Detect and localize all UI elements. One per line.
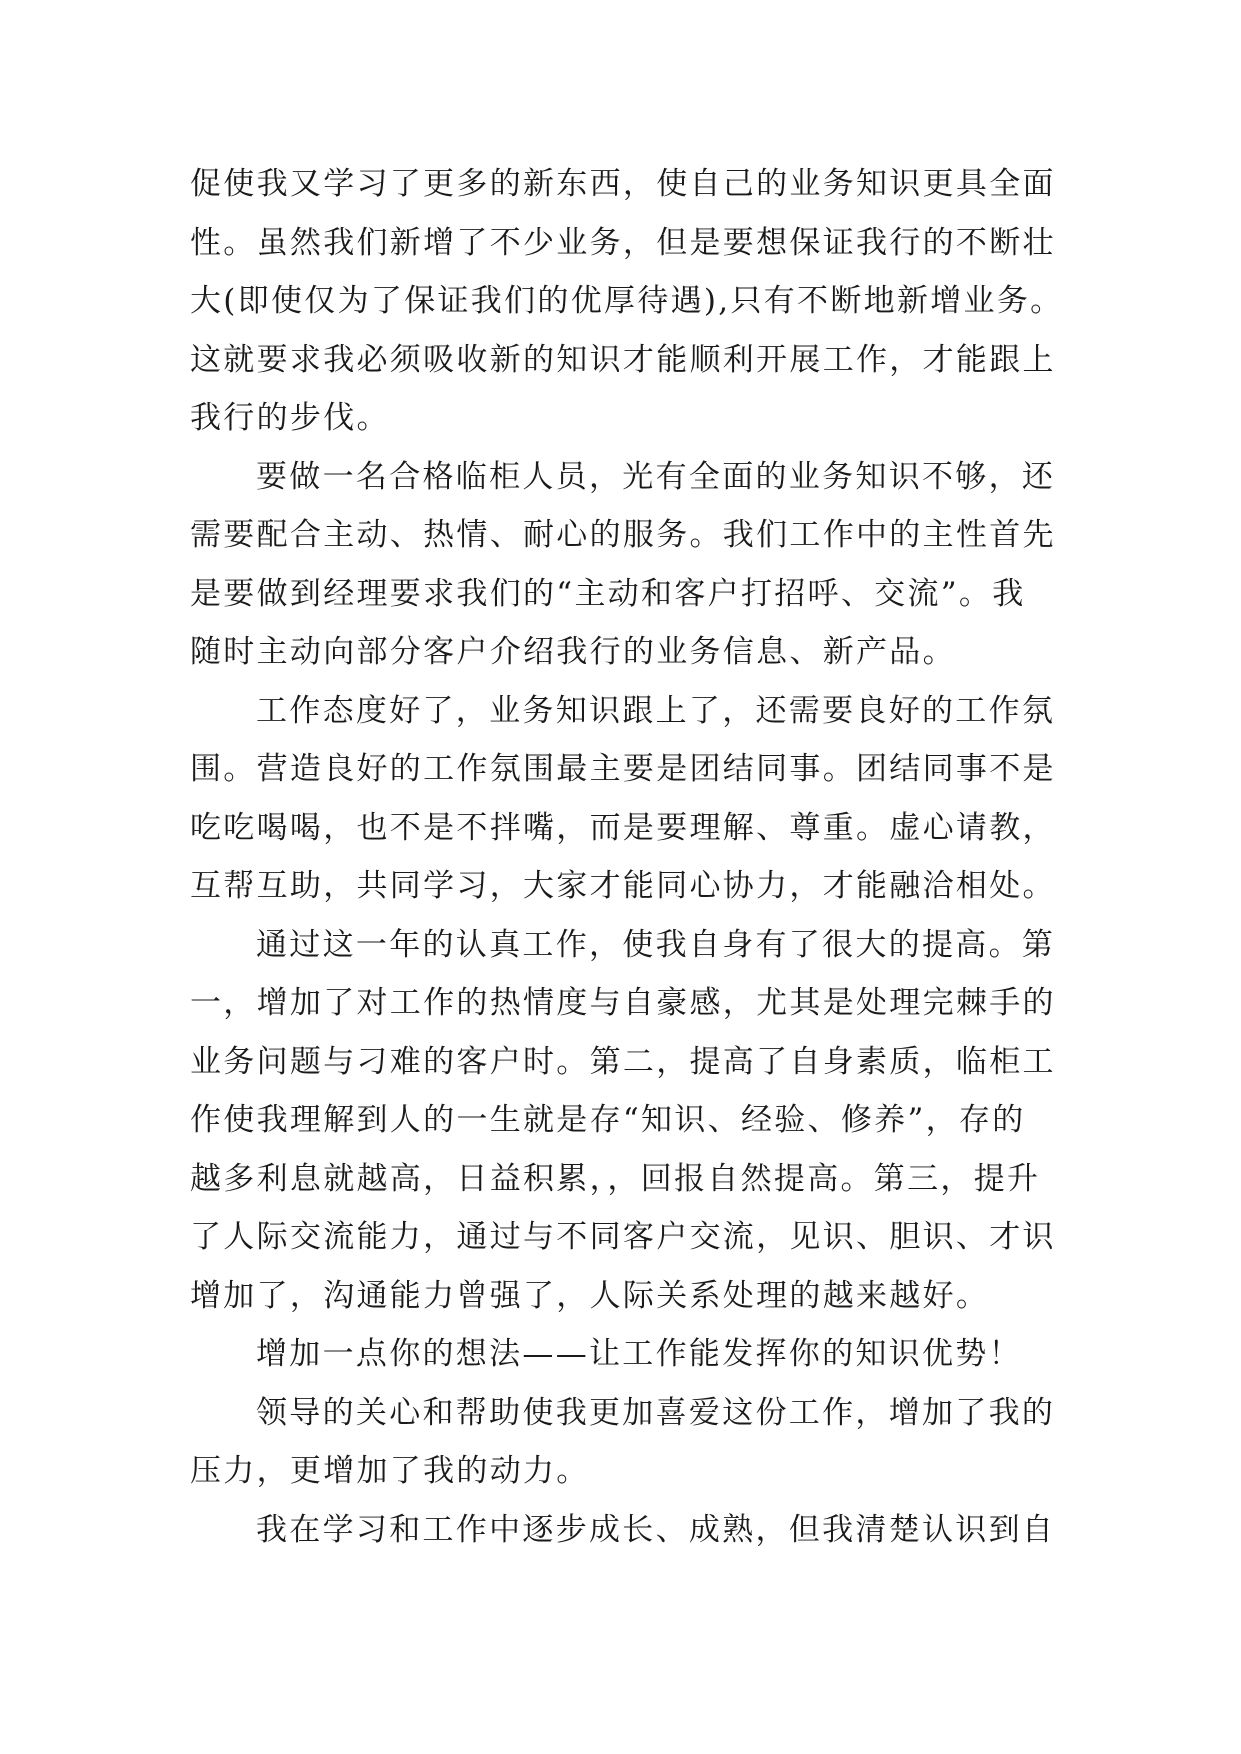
text-line: 增加了，沟通能力曾强了，人际关系处理的越来越好。 [190, 1277, 990, 1314]
text-line: 随时主动向部分客户介绍我行的业务信息、新产品。 [190, 634, 956, 670]
text-line: 作使我理解到人的一生就是存“知识、经验、修养”，存的 [190, 1102, 1026, 1138]
text-line: 这就要求我必须吸收新的知识才能顺利开展工作，才能跟上 [190, 341, 1056, 378]
text-line: 增加一点你的想法——让工作能发挥你的知识优势！ [256, 1336, 1022, 1372]
text-line: 领导的关心和帮助使我更加喜爱这份工作，增加了我的 [256, 1394, 1056, 1431]
text-line: 一，增加了对工作的热情度与自豪感，尤其是处理完棘手的 [190, 985, 1056, 1021]
text-line: 压力，更增加了我的动力。 [190, 1453, 590, 1489]
text-line: 性。虽然我们新增了不少业务，但是要想保证我行的不断壮 [190, 224, 1056, 261]
text-line: 需要配合主动、热情、耐心的服务。我们工作中的主性首先 [190, 517, 1056, 553]
text-line: 是要做到经理要求我们的“主动和客户打招呼、交流”。我 [190, 575, 1026, 612]
text-line: 了人际交流能力，通过与不同客户交流，见识、胆识、才识 [190, 1219, 1056, 1255]
text-line: 通过这一年的认真工作，使我自身有了很大的提高。第 [256, 926, 1056, 963]
text-line: 要做一名合格临柜人员，光有全面的业务知识不够，还 [256, 458, 1056, 495]
text-line: 越多利息就越高，日益积累，，回报自然提高。第三，提升 [190, 1160, 1041, 1197]
text-line: 我在学习和工作中逐步成长、成熟，但我清楚认识到自 [256, 1511, 1056, 1548]
text-line: 围。营造良好的工作氛围最主要是团结同事。团结同事不是 [190, 751, 1056, 787]
text-line: 业务问题与刁难的客户时。第二，提高了自身素质，临柜工 [190, 1043, 1056, 1080]
text-line: 吃吃喝喝，也不是不拌嘴，而是要理解、尊重。虚心请教， [190, 809, 1056, 846]
text-line: 大(即使仅为了保证我们的优厚待遇),只有不断地新增业务。 [190, 283, 1064, 319]
text-line: 工作态度好了，业务知识跟上了，还需要良好的工作氛 [256, 692, 1056, 729]
text-line: 我行的步伐。 [190, 400, 390, 436]
document-body [190, 155, 1064, 1559]
text-line: 互帮互助，共同学习，大家才能同心协力，才能融洽相处。 [190, 868, 1056, 904]
text-line: 促使我又学习了更多的新东西，使自己的业务知识更具全面 [190, 166, 1056, 202]
